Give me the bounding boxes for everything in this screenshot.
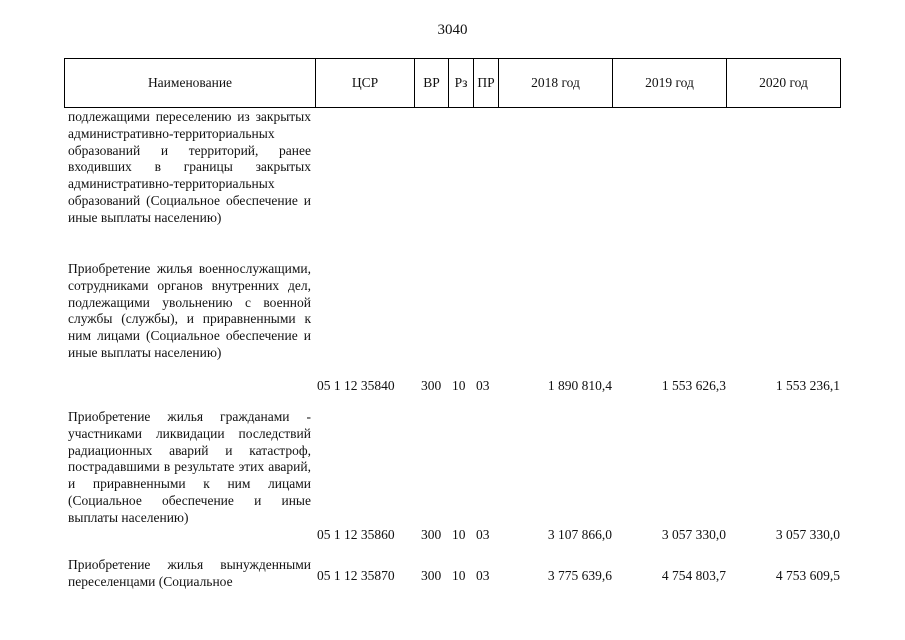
row-value-2019: 4 754 803,7 bbox=[661, 568, 726, 583]
row-value-2019: 1 553 626,3 bbox=[661, 378, 726, 393]
row-csr: 05 1 12 35870 bbox=[317, 568, 395, 583]
row-value-2020: 3 057 330,0 bbox=[775, 527, 840, 542]
row-value-2019: 3 057 330,0 bbox=[661, 527, 726, 542]
row-name: подлежащими переселению из закрытых административно-территориальных образований и территорий, ранее входивших в границы закрытых административно-территориальных образований (Социальное обеспечение и иные выплаты населению) bbox=[68, 109, 311, 225]
row-value-2018: 1 890 810,4 bbox=[547, 378, 612, 393]
row-value-2018: 3 107 866,0 bbox=[547, 527, 612, 542]
header-2018: 2018 год bbox=[499, 59, 613, 108]
row-pr: 03 bbox=[476, 527, 490, 542]
table-header bbox=[64, 58, 841, 108]
row-vr: 300 bbox=[421, 568, 442, 583]
row-name: Приобретение жилья военнослужащими, сотрудниками органов внутренних дел, подлежащими увольнению с военной службы (службы), и приравненными к ним лицами (Социальное обеспечение и иные выплаты населению) bbox=[68, 261, 311, 360]
row-rz: 10 bbox=[452, 378, 466, 393]
row-vr: 300 bbox=[421, 378, 442, 393]
header-2019: 2019 год bbox=[613, 59, 727, 108]
header-2020: 2020 год bbox=[727, 59, 841, 108]
row-csr: 05 1 12 35860 bbox=[317, 527, 395, 542]
row-value-2020: 4 753 609,5 bbox=[775, 568, 840, 583]
header-name: Наименование bbox=[65, 59, 316, 108]
row-rz: 10 bbox=[452, 568, 466, 583]
header-pr: ПР bbox=[474, 59, 499, 108]
row-pr: 03 bbox=[476, 378, 490, 393]
header-rz: Рз bbox=[449, 59, 474, 108]
row-rz: 10 bbox=[452, 527, 466, 542]
row-csr: 05 1 12 35840 bbox=[317, 378, 395, 393]
row-name: Приобретение жилья гражданами - участниками ликвидации последствий радиационных аварий и катастроф, пострадавшими в результате этих аварий, и приравненными к ним лицами (Социальное обеспечение и иные выплаты населению) bbox=[68, 409, 311, 525]
row-name: Приобретение жилья вынужденными переселенцами (Социальное bbox=[68, 557, 311, 589]
page-number: 3040 bbox=[437, 22, 468, 38]
header-csr: ЦСР bbox=[316, 59, 415, 108]
row-value-2020: 1 553 236,1 bbox=[775, 378, 840, 393]
row-value-2018: 3 775 639,6 bbox=[547, 568, 612, 583]
row-pr: 03 bbox=[476, 568, 490, 583]
row-vr: 300 bbox=[421, 527, 442, 542]
header-vr: ВР bbox=[415, 59, 449, 108]
